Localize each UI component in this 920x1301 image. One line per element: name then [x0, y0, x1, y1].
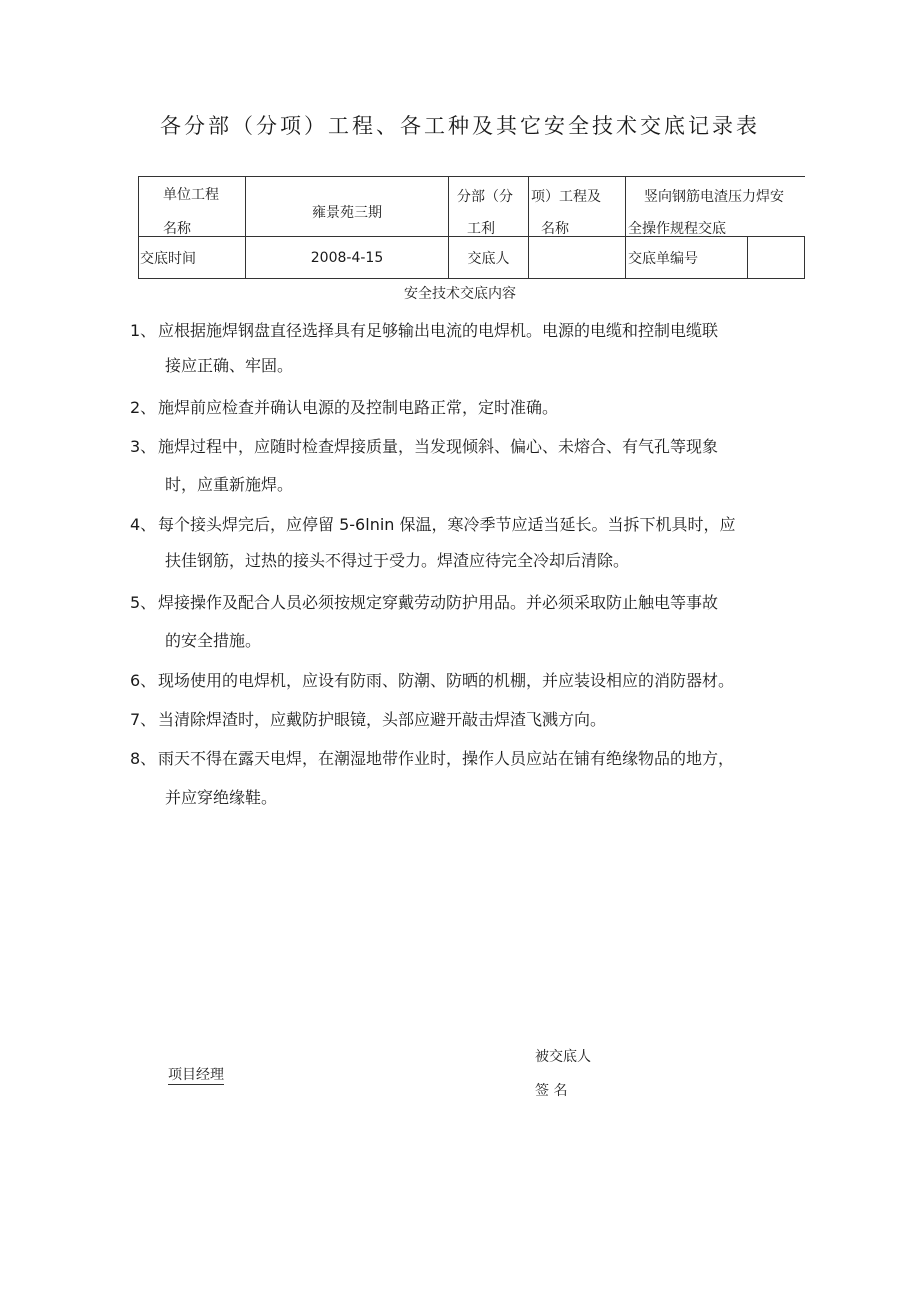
- list-item-text: 雨天不得在露天电焊，在潮湿地带作业时，操作人员应站在铺有绝缘物品的地方，: [158, 749, 735, 768]
- manager-label-text: 项目经理: [168, 1067, 224, 1083]
- number-value-cell: [748, 237, 805, 279]
- list-item-text: 施焊前应检查并确认电源的及控制电路正常，定时准确。: [158, 398, 559, 417]
- unit-label-line-2: 名称: [163, 221, 191, 237]
- number-label-cell: [626, 237, 748, 279]
- list-item-number: 5、: [130, 593, 157, 612]
- list-item: [130, 395, 558, 418]
- list-item-continuation: 扶佳钢筋，过热的接头不得过于受力。焊渣应待完全冷却后清除。: [165, 551, 630, 570]
- sub-label-cell-b: [529, 177, 626, 237]
- list-item: [130, 707, 606, 730]
- sub-label-b-line-1: 项）工程及: [531, 189, 601, 205]
- time-value-cell: [246, 237, 449, 279]
- sub-label-a-line-2: 工利: [467, 221, 495, 237]
- sub-value-cell: [626, 177, 805, 237]
- list-item-number: 1、: [130, 321, 157, 340]
- person-value-cell: [529, 237, 626, 279]
- list-item-number: 3、: [130, 437, 157, 456]
- list-item-text: 每个接头焊完后，应停留 5-6ﺍnin 保温，寒冷季节应适当延长。当拆下机具时，应: [158, 515, 736, 534]
- receiver-label: 被交底人: [535, 1049, 591, 1065]
- unit-value: 雍景苑三期: [312, 204, 382, 221]
- unit-value-cell: [246, 177, 449, 237]
- person-label-cell: [449, 237, 529, 279]
- person-label: 交底人: [467, 250, 510, 267]
- list-item-continuation: 接应正确、牢固。: [165, 356, 294, 375]
- sub-value-line-1: 竖向钢筋电渣压力焊安: [644, 189, 784, 205]
- unit-label-line-1: 单位工程: [163, 187, 219, 203]
- sub-label-cell-a: [449, 177, 529, 237]
- manager-signature-label: [168, 1064, 224, 1084]
- sub-label-a-line-1: 分部（分: [457, 189, 513, 205]
- list-item: [130, 746, 734, 769]
- info-table: [138, 176, 805, 279]
- list-item-number: 7、: [130, 710, 157, 729]
- receiver-sign-label: 签 名: [535, 1083, 568, 1099]
- list-item: [130, 668, 734, 691]
- list-item-text: 应根据施焊钢盘直径选择具有足够输出电流的电焊机。电源的电缆和控制电缆联: [158, 321, 719, 340]
- time-label-cell: [139, 237, 246, 279]
- list-item-number: 6、: [130, 671, 157, 690]
- time-value: 2008-4-15: [310, 249, 384, 266]
- time-label: 交底时间: [140, 250, 196, 267]
- number-label: 交底单编号: [628, 250, 698, 267]
- list-item-continuation: 并应穿绝缘鞋。: [165, 788, 278, 807]
- list-item: [130, 590, 718, 613]
- list-item-number: 2、: [130, 398, 157, 417]
- list-item: [130, 318, 718, 341]
- sub-value-line-2: 全操作规程交底: [628, 221, 726, 237]
- list-item-text: 施焊过程中，应随时检查焊接质量，当发现倾斜、偏心、未熔合、有气孔等现象: [158, 437, 719, 456]
- list-item: [130, 434, 718, 457]
- sub-label-b-line-2: 名称: [541, 221, 569, 237]
- list-item-number: 8、: [130, 749, 157, 768]
- list-item-text: 现场使用的电焊机，应设有防雨、防潮、防晒的机棚，并应装设相应的消防器材。: [158, 671, 735, 690]
- list-item: [130, 512, 736, 535]
- document-title: 各分部（分项）工程、各工种及其它安全技术交底记录表: [160, 114, 760, 138]
- list-item-continuation: 时，应重新施焊。: [165, 475, 294, 494]
- list-item-continuation: 的安全措施。: [165, 631, 262, 650]
- content-heading: 安全技术交底内容: [404, 286, 516, 302]
- unit-label-cell: [139, 177, 246, 237]
- list-item-number: 4、: [130, 515, 157, 534]
- info-row-unit: [139, 177, 805, 237]
- list-item-text: 焊接操作及配合人员必须按规定穿戴劳动防护用品。并必须采取防止触电等事故: [158, 593, 719, 612]
- info-row-time: [139, 237, 805, 279]
- list-item-text: 当清除焊渣时，应戴防护眼镜，头部应避开敲击焊渣飞溅方向。: [158, 710, 607, 729]
